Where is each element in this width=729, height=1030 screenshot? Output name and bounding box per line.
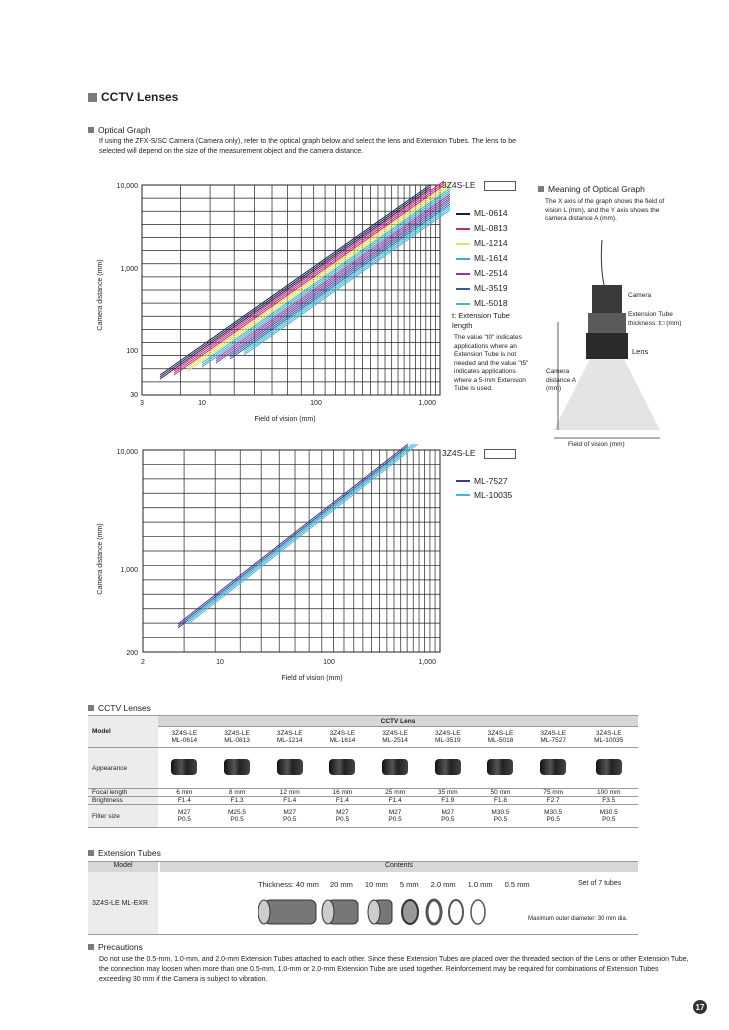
graph1-ytick: 1,000 xyxy=(120,266,138,273)
row-label: Appearance xyxy=(88,748,158,789)
filter-cell: M27 P0.5 xyxy=(158,805,211,828)
legend-swatch xyxy=(456,288,470,290)
focal-cell: 6 mm xyxy=(158,789,211,797)
row-label: Brightness xyxy=(88,797,158,805)
lens-curve xyxy=(174,185,444,375)
brightness-cell: F1.4 xyxy=(263,797,316,805)
lens-curve xyxy=(160,189,430,379)
graph2-product-box xyxy=(484,449,516,459)
tube-label: Extension Tube thickness: t□ (mm) xyxy=(628,311,682,327)
graph2-xtick: 10 xyxy=(216,659,224,666)
tube-note-label: t: Extension Tube length xyxy=(452,311,510,330)
legend-item xyxy=(456,266,508,281)
row-label: Filter size xyxy=(88,805,158,828)
model-cell: 3Z4S-LE ML-5018 xyxy=(474,727,527,748)
lens-icon xyxy=(586,333,628,359)
model-cell: 3Z4S-LE ML-7527 xyxy=(527,727,580,748)
focal-cell: 35 mm xyxy=(421,789,474,797)
brightness-cell: F2.7 xyxy=(527,797,580,805)
legend-label: ML-0813 xyxy=(474,223,508,233)
graph2-xtick: 100 xyxy=(323,659,335,666)
col-contents: Contents xyxy=(160,862,638,872)
tube-sizes xyxy=(330,880,530,889)
legend-swatch xyxy=(456,480,470,482)
filter-cell: M27 P0.5 xyxy=(369,805,422,828)
lens-image-cell xyxy=(580,748,639,789)
filter-cell: M30.5 P0.5 xyxy=(580,805,639,828)
fov-label: Field of vision (mm) xyxy=(568,441,625,448)
model-cell: 3Z4S-LE ML-2514 xyxy=(369,727,422,748)
ext-model: 3Z4S-LE ML-EXR xyxy=(88,872,158,934)
meaning-heading: Meaning of Optical Graph xyxy=(538,184,645,194)
lens-curve xyxy=(188,177,450,367)
lens-curve xyxy=(188,444,418,624)
section-title: CCTV Lenses xyxy=(88,90,178,104)
tube-size-label: 5 mm xyxy=(399,880,419,889)
square-bullet-icon xyxy=(88,127,94,133)
lens-photo-icon xyxy=(277,759,303,775)
legend-item xyxy=(456,488,512,502)
filter-cell: M30.5 P0.5 xyxy=(474,805,527,828)
legend-swatch xyxy=(456,494,470,496)
lens-image-cell xyxy=(158,748,211,789)
distance-label: Camera distance A (mm) xyxy=(546,368,576,392)
graph1-xtick: 3 xyxy=(140,400,144,407)
optical-graph-2 xyxy=(90,444,450,684)
lens-label: Lens xyxy=(632,347,649,356)
tube-size-label: 2.0 mm xyxy=(430,880,456,889)
focal-cell: 16 mm xyxy=(316,789,369,797)
filter-cell: M30.5 P0.5 xyxy=(527,805,580,828)
legend-label: ML-0614 xyxy=(474,208,508,218)
lens-photo-icon xyxy=(171,759,197,775)
square-bullet-icon xyxy=(88,705,94,711)
camera-diagram xyxy=(540,240,690,445)
graph1-ytick: 100 xyxy=(126,348,138,355)
model-cell: 3Z4S-LE ML-3519 xyxy=(421,727,474,748)
filter-cell: M25.5 P0.5 xyxy=(211,805,264,828)
legend-item xyxy=(456,281,508,296)
brightness-cell: F3.5 xyxy=(580,797,639,805)
graph2-xtick: 2 xyxy=(141,659,145,666)
page-number: 17 xyxy=(693,1000,707,1014)
square-bullet-icon xyxy=(88,850,94,856)
filter-cell: M27 P0.5 xyxy=(263,805,316,828)
legend-item xyxy=(456,236,508,251)
graph1-legend xyxy=(456,206,508,311)
lens-photo-icon xyxy=(487,759,513,775)
model-cell: 3Z4S-LE ML-1614 xyxy=(316,727,369,748)
brightness-cell: F1.9 xyxy=(421,797,474,805)
square-bullet-icon xyxy=(538,186,544,192)
lens-image-cell xyxy=(316,748,369,789)
model-cell: 3Z4S-LE ML-10035 xyxy=(580,727,639,748)
filter-cell: M27 P0.5 xyxy=(421,805,474,828)
lens-curve xyxy=(188,179,450,369)
focal-cell: 25 mm xyxy=(369,789,422,797)
focal-cell: 100 mm xyxy=(580,789,639,797)
extension-tubes-image xyxy=(258,892,558,932)
optical-graph-heading: Optical Graph xyxy=(88,125,150,135)
legend-label: ML-3519 xyxy=(474,283,508,293)
focal-cell: 12 mm xyxy=(263,789,316,797)
square-bullet-icon xyxy=(88,93,97,102)
graph2-product: 3Z4S-LE xyxy=(442,448,476,458)
tube-note-text: The value "t0" indicates applications where an Extension Tube is not needed and the value "t5" indicates applications where a 5-mm Extension Tube is used. xyxy=(454,334,529,392)
graph1-xlabel: Field of vision (mm) xyxy=(254,416,316,423)
lens-curve xyxy=(160,185,430,375)
legend-label: ML-10035 xyxy=(474,490,513,500)
lens-curve xyxy=(160,187,430,377)
lens-curve xyxy=(178,444,408,624)
legend-label: ML-1214 xyxy=(474,238,508,248)
cctv-table-heading: CCTV Lenses xyxy=(88,703,151,713)
graph1-product: 3Z4S-LE xyxy=(442,180,476,190)
extension-tube-icon xyxy=(588,313,626,333)
lens-image-cell xyxy=(421,748,474,789)
lens-photo-icon xyxy=(382,759,408,775)
camera-label: Camera xyxy=(628,292,652,299)
model-cell: 3Z4S-LE ML-0813 xyxy=(211,727,264,748)
lens-image-cell xyxy=(369,748,422,789)
lens-image-cell xyxy=(211,748,264,789)
brightness-cell: F1.3 xyxy=(211,797,264,805)
lens-image-cell xyxy=(527,748,580,789)
graph1-xtick: 1,000 xyxy=(418,400,436,407)
model-cell: 3Z4S-LE ML-0614 xyxy=(158,727,211,748)
row-label: Model xyxy=(88,716,158,748)
lens-photo-icon xyxy=(224,759,250,775)
lens-photo-icon xyxy=(329,759,355,775)
tube-size-label: 10 mm xyxy=(364,880,388,889)
lens-image-cell xyxy=(474,748,527,789)
graph1-product-box xyxy=(484,181,516,191)
graph2-xtick: 1,000 xyxy=(418,659,436,666)
group-header: CCTV Lens xyxy=(158,716,638,727)
tube-max-dia: Maximum outer diameter: 30 mm dia. xyxy=(528,916,628,922)
graph1-xtick: 10 xyxy=(198,400,206,407)
graph2-ylabel: Camera distance (mm) xyxy=(97,523,104,595)
legend-item xyxy=(456,206,508,221)
graph2-ytick: 1,000 xyxy=(120,567,138,574)
graph2-ytick: 10,000 xyxy=(116,449,138,456)
row-label: Focal length xyxy=(88,789,158,797)
tube-size-label: 0.5 mm xyxy=(504,880,530,889)
tube-size-label: 1.0 mm xyxy=(467,880,493,889)
tube-thickness: Thickness: 40 mm xyxy=(258,880,319,889)
model-cell: 3Z4S-LE ML-1214 xyxy=(263,727,316,748)
legend-swatch xyxy=(456,228,470,230)
graph2-ytick: 200 xyxy=(126,650,138,657)
brightness-cell: F1.8 xyxy=(474,797,527,805)
graph2-xlabel: Field of vision (mm) xyxy=(281,675,343,682)
tube-size-label: 20 mm xyxy=(330,880,353,889)
focal-cell: 75 mm xyxy=(527,789,580,797)
ext-tubes-heading: Extension Tubes xyxy=(88,848,161,858)
legend-label: ML-5018 xyxy=(474,298,508,308)
legend-swatch xyxy=(456,303,470,305)
brightness-cell: F1.4 xyxy=(316,797,369,805)
filter-cell: M27 P0.5 xyxy=(316,805,369,828)
brightness-cell: F1.4 xyxy=(369,797,422,805)
graph1-ytick: 10,000 xyxy=(116,183,138,190)
optical-graph-1 xyxy=(90,175,450,425)
meaning-text: The X axis of the graph shows the field of vision L (mm), and the Y axis shows the camera distance A (mm). xyxy=(545,198,665,222)
lens-photo-icon xyxy=(540,759,566,775)
col-model: Model xyxy=(88,862,158,872)
cctv-lens-table xyxy=(88,715,638,828)
focal-cell: 8 mm xyxy=(211,789,264,797)
legend-item xyxy=(456,251,508,266)
legend-label: ML-7527 xyxy=(474,476,508,486)
graph2-legend xyxy=(456,474,512,502)
square-bullet-icon xyxy=(88,944,94,950)
precautions-text: Do not use the 0.5-mm, 1.0-mm, and 2.0-mm Extension Tubes attached to each other. Since these Extension Tubes are placed over the threaded section of the Lens or other Extension Tube, the connection may loosen when more than one 0.5-mm, 1.0-mm or 2.0-mm Extension Tube are used together. Reinforcement may be required for combinations of Extension Tubes exceeding 30 mm if the Camera is subject to vibration. xyxy=(99,956,689,983)
legend-swatch xyxy=(456,273,470,275)
legend-label: ML-2514 xyxy=(474,268,508,278)
legend-label: ML-1614 xyxy=(474,253,508,263)
precautions-heading: Precautions xyxy=(88,942,143,952)
focal-cell: 50 mm xyxy=(474,789,527,797)
legend-item xyxy=(456,221,508,236)
lens-photo-icon xyxy=(596,759,622,775)
ext-tubes-table xyxy=(88,861,638,935)
legend-item xyxy=(456,474,512,488)
graph1-xtick: 100 xyxy=(310,400,322,407)
legend-swatch xyxy=(456,213,470,215)
legend-swatch xyxy=(456,243,470,245)
optical-graph-intro: If using the ZFX-S/SC Camera (Camera only), refer to the optical graph below and select the lens and Extension Tubes. The lens to be selected will depend on the size of the measurement object and the camera distance. xyxy=(99,138,516,155)
lens-image-cell xyxy=(263,748,316,789)
graph1-ytick: 30 xyxy=(130,392,138,399)
tube-set-text: Set of 7 tubes xyxy=(578,880,622,887)
legend-swatch xyxy=(456,258,470,260)
legend-item xyxy=(456,296,508,311)
brightness-cell: F1.4 xyxy=(158,797,211,805)
lens-photo-icon xyxy=(435,759,461,775)
graph1-ylabel: Camera distance (mm) xyxy=(97,259,104,331)
camera-body-icon xyxy=(592,285,622,313)
lens-curve xyxy=(178,446,408,626)
